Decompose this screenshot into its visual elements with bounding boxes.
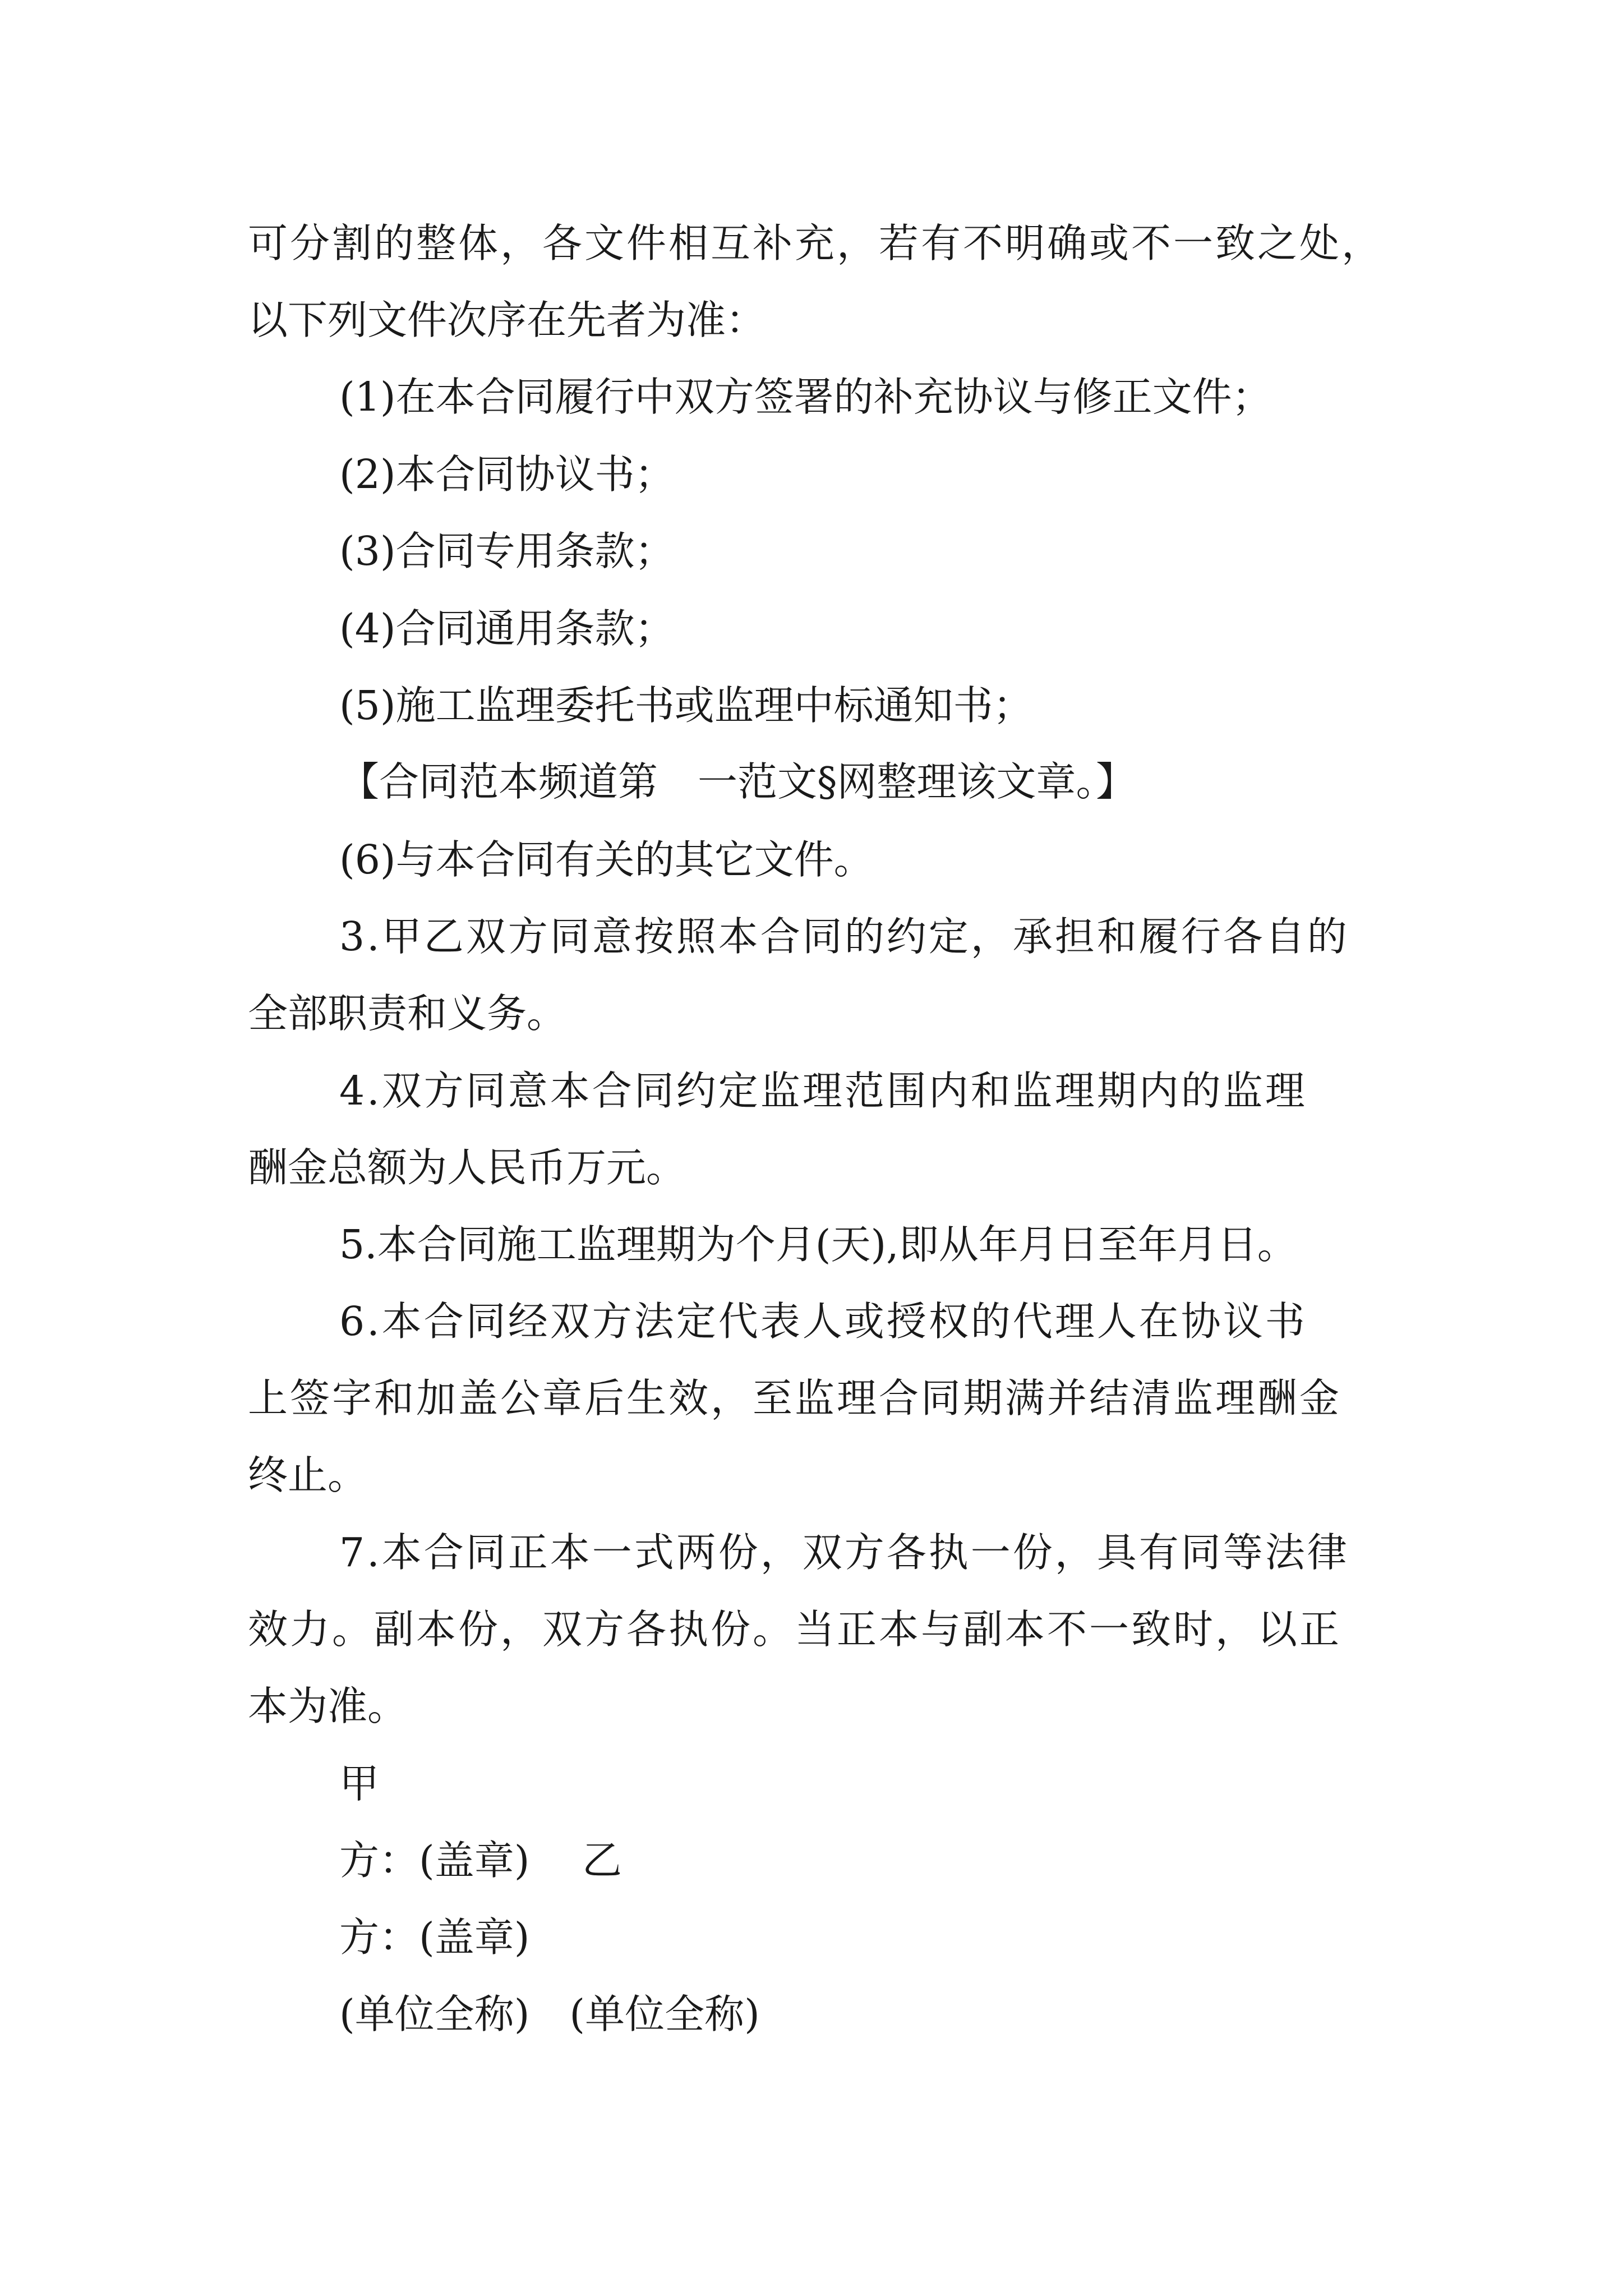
clause-3: 3.甲乙双方同意按照本合同的约定，承担和履行各自的 [339,913,1349,960]
text-line: 上签字和加盖公章后生效，至监理合同期满并结清监理酬金 [248,1375,1342,1421]
text-line: 终止。 [248,1452,368,1498]
watermark-note: 【合同范本频道第 一范文§网整理该文章。】 [339,758,1136,805]
list-item: (1)在本合同履行中双方签署的补充协议与修正文件； [339,374,1272,420]
signature-unit-names: (单位全称) (单位全称) [339,1991,760,2037]
list-item: (2)本合同协议书； [339,451,675,498]
text-line: 可分割的整体，各文件相互补充，若有不明确或不一致之处， [248,220,1384,266]
signature-party-a: 甲 [339,1760,380,1807]
text-line: 本为准。 [248,1683,408,1729]
clause-7: 7.本合同正本一式两份，双方各执一份，具有同等法律 [339,1529,1349,1576]
text-line: 全部职责和义务。 [248,990,567,1037]
signature-seal-line: 方：(盖章) 乙 [339,1837,622,1884]
text-line: 酬金总额为人民币万元。 [248,1144,686,1191]
list-item: (6)与本合同有关的其它文件。 [339,836,874,883]
signature-seal-line: 方：(盖章) [339,1914,530,1961]
clause-5: 5.本合同施工监理期为个月(天),即从年月日至年月日。 [339,1221,1297,1268]
clause-4: 4.双方同意本合同约定监理范围内和监理期内的监理 [339,1068,1307,1114]
clause-6: 6.本合同经双方法定代表人或授权的代理人在协议书 [339,1298,1307,1345]
text-line: 以下列文件次序在先者为准： [248,297,766,343]
list-item: (5)施工监理委托书或监理中标通知书； [339,682,1033,729]
list-item: (4)合同通用条款； [339,605,675,652]
text-line: 效力。副本份，双方各执份。当正本与副本不一致时，以正 [248,1606,1342,1653]
list-item: (3)合同专用条款； [339,528,675,574]
